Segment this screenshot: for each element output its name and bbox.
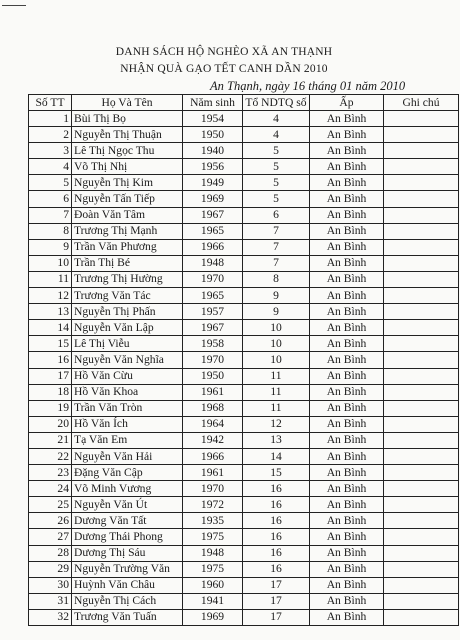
household-name-cell: Trương Văn Tác: [72, 288, 183, 304]
group-number-cell: 17: [243, 577, 310, 593]
header-ap: Ấp: [310, 95, 384, 111]
table-row: [29, 207, 459, 223]
note-cell: [384, 416, 459, 432]
hamlet-cell: An Bình: [310, 127, 384, 143]
row-number-cell: 17: [29, 368, 72, 384]
row-number-cell: 32: [29, 609, 72, 625]
household-name-cell: Trương Văn Tuấn: [72, 609, 183, 625]
note-cell: [384, 609, 459, 625]
household-name-cell: Trương Thị Mạnh: [72, 223, 183, 239]
group-number-cell: 8: [243, 271, 310, 287]
hamlet-cell: An Bình: [310, 448, 384, 464]
birth-year-cell: 1956: [183, 159, 243, 175]
birth-year-cell: 1969: [183, 191, 243, 207]
table-row: [29, 159, 459, 175]
row-number-cell: 18: [29, 384, 72, 400]
birth-year-cell: 1968: [183, 400, 243, 416]
household-name-cell: Nguyễn Thị Cách: [72, 593, 183, 609]
hamlet-cell: An Bình: [310, 288, 384, 304]
hamlet-cell: An Bình: [310, 465, 384, 481]
group-number-cell: 6: [243, 207, 310, 223]
row-number-cell: 30: [29, 577, 72, 593]
hamlet-cell: An Bình: [310, 207, 384, 223]
table-row: [29, 545, 459, 561]
note-cell: [384, 561, 459, 577]
note-cell: [384, 400, 459, 416]
note-cell: [384, 448, 459, 464]
group-number-cell: 16: [243, 529, 310, 545]
hamlet-cell: An Bình: [310, 143, 384, 159]
household-name-cell: Hồ Văn Ích: [72, 416, 183, 432]
hamlet-cell: An Bình: [310, 223, 384, 239]
hamlet-cell: An Bình: [310, 609, 384, 625]
row-number-cell: 14: [29, 320, 72, 336]
header-note: Ghi chú: [384, 95, 459, 111]
table-row: [29, 593, 459, 609]
note-cell: [384, 593, 459, 609]
hamlet-cell: An Bình: [310, 175, 384, 191]
row-number-cell: 6: [29, 191, 72, 207]
birth-year-cell: 1958: [183, 336, 243, 352]
hamlet-cell: An Bình: [310, 352, 384, 368]
birth-year-cell: 1967: [183, 320, 243, 336]
note-cell: [384, 432, 459, 448]
corner-mark: [2, 5, 26, 6]
note-cell: [384, 513, 459, 529]
table-row: [29, 384, 459, 400]
birth-year-cell: 1960: [183, 577, 243, 593]
group-number-cell: 11: [243, 368, 310, 384]
note-cell: [384, 159, 459, 175]
table-row: [29, 352, 459, 368]
household-name-cell: Nguyễn Văn Út: [72, 497, 183, 513]
note-cell: [384, 175, 459, 191]
group-number-cell: 10: [243, 336, 310, 352]
table-row: [29, 288, 459, 304]
household-name-cell: Nguyễn Văn Nghĩa: [72, 352, 183, 368]
group-number-cell: 4: [243, 127, 310, 143]
birth-year-cell: 1954: [183, 111, 243, 127]
group-number-cell: 7: [243, 223, 310, 239]
hamlet-cell: An Bình: [310, 577, 384, 593]
group-number-cell: 15: [243, 465, 310, 481]
hamlet-cell: An Bình: [310, 191, 384, 207]
row-number-cell: 27: [29, 529, 72, 545]
birth-year-cell: 1970: [183, 352, 243, 368]
group-number-cell: 17: [243, 609, 310, 625]
table-row: [29, 448, 459, 464]
birth-year-cell: 1970: [183, 271, 243, 287]
household-name-cell: Trần Văn Tròn: [72, 400, 183, 416]
group-number-cell: 17: [243, 593, 310, 609]
group-number-cell: 9: [243, 304, 310, 320]
row-number-cell: 19: [29, 400, 72, 416]
group-number-cell: 5: [243, 159, 310, 175]
group-number-cell: 12: [243, 416, 310, 432]
hamlet-cell: An Bình: [310, 561, 384, 577]
header-year: Năm sinh: [183, 95, 243, 111]
household-name-cell: Nguyễn Thị Kim: [72, 175, 183, 191]
note-cell: [384, 304, 459, 320]
hamlet-cell: An Bình: [310, 304, 384, 320]
group-number-cell: 9: [243, 288, 310, 304]
birth-year-cell: 1935: [183, 513, 243, 529]
group-number-cell: 10: [243, 352, 310, 368]
row-number-cell: 7: [29, 207, 72, 223]
dateline: An Thạnh, ngày 16 tháng 01 năm 2010: [210, 79, 406, 93]
table-row: [29, 497, 459, 513]
household-name-cell: Nguyễn Văn Lập: [72, 320, 183, 336]
header-stt: Số TT: [29, 95, 72, 111]
birth-year-cell: 1948: [183, 255, 243, 271]
header-name: Họ Và Tên: [72, 95, 183, 111]
group-number-cell: 16: [243, 481, 310, 497]
row-number-cell: 21: [29, 432, 72, 448]
document-title-line1: DANH SÁCH HỘ NGHÈO XÃ AN THẠNH: [115, 46, 333, 58]
table-row: [29, 481, 459, 497]
birth-year-cell: 1970: [183, 481, 243, 497]
birth-year-cell: 1975: [183, 529, 243, 545]
table-header-row: [29, 95, 459, 111]
group-number-cell: 16: [243, 561, 310, 577]
hamlet-cell: An Bình: [310, 159, 384, 175]
household-name-cell: Võ Minh Vương: [72, 481, 183, 497]
row-number-cell: 31: [29, 593, 72, 609]
row-number-cell: 24: [29, 481, 72, 497]
hamlet-cell: An Bình: [310, 239, 384, 255]
hamlet-cell: An Bình: [310, 320, 384, 336]
row-number-cell: 29: [29, 561, 72, 577]
group-number-cell: 4: [243, 111, 310, 127]
group-number-cell: 16: [243, 497, 310, 513]
group-number-cell: 10: [243, 320, 310, 336]
birth-year-cell: 1961: [183, 465, 243, 481]
row-number-cell: 20: [29, 416, 72, 432]
note-cell: [384, 111, 459, 127]
document-title-line2: NHẬN QUÀ GẠO TẾT CANH DẦN 2010: [120, 63, 328, 75]
group-number-cell: 16: [243, 513, 310, 529]
group-number-cell: 5: [243, 175, 310, 191]
row-number-cell: 25: [29, 497, 72, 513]
table-row: [29, 577, 459, 593]
note-cell: [384, 127, 459, 143]
note-cell: [384, 529, 459, 545]
hamlet-cell: An Bình: [310, 529, 384, 545]
row-number-cell: 22: [29, 448, 72, 464]
note-cell: [384, 465, 459, 481]
hamlet-cell: An Bình: [310, 416, 384, 432]
table-row: [29, 368, 459, 384]
group-number-cell: 7: [243, 255, 310, 271]
table-row: [29, 416, 459, 432]
row-number-cell: 23: [29, 465, 72, 481]
birth-year-cell: 1967: [183, 207, 243, 223]
table-row: [29, 223, 459, 239]
note-cell: [384, 368, 459, 384]
household-name-cell: Nguyễn Tấn Tiếp: [72, 191, 183, 207]
hamlet-cell: An Bình: [310, 255, 384, 271]
row-number-cell: 8: [29, 223, 72, 239]
household-name-cell: Bùi Thị Bọ: [72, 111, 183, 127]
household-name-cell: Nguyễn Trường Văn: [72, 561, 183, 577]
row-number-cell: 1: [29, 111, 72, 127]
birth-year-cell: 1965: [183, 288, 243, 304]
table-row: [29, 561, 459, 577]
birth-year-cell: 1965: [183, 223, 243, 239]
birth-year-cell: 1972: [183, 497, 243, 513]
household-name-cell: Nguyễn Văn Hải: [72, 448, 183, 464]
birth-year-cell: 1975: [183, 561, 243, 577]
household-name-cell: Hồ Văn Cừu: [72, 368, 183, 384]
group-number-cell: 14: [243, 448, 310, 464]
note-cell: [384, 288, 459, 304]
household-name-cell: Dương Thị Sáu: [72, 545, 183, 561]
household-name-cell: Trương Thị Hường: [72, 271, 183, 287]
household-name-cell: Võ Thị Nhị: [72, 159, 183, 175]
table-row: [29, 191, 459, 207]
note-cell: [384, 384, 459, 400]
note-cell: [384, 497, 459, 513]
birth-year-cell: 1941: [183, 593, 243, 609]
table-row: [29, 271, 459, 287]
row-number-cell: 2: [29, 127, 72, 143]
table-body: [29, 111, 459, 626]
birth-year-cell: 1969: [183, 609, 243, 625]
household-name-cell: Đặng Văn Cập: [72, 465, 183, 481]
note-cell: [384, 481, 459, 497]
hamlet-cell: An Bình: [310, 111, 384, 127]
hamlet-cell: An Bình: [310, 593, 384, 609]
birth-year-cell: 1942: [183, 432, 243, 448]
group-number-cell: 7: [243, 239, 310, 255]
household-name-cell: Huỳnh Văn Châu: [72, 577, 183, 593]
household-name-cell: Lê Thị Ngọc Thu: [72, 143, 183, 159]
table-row: [29, 609, 459, 625]
household-name-cell: Dương Thái Phong: [72, 529, 183, 545]
row-number-cell: 16: [29, 352, 72, 368]
household-name-cell: Nguyễn Thị Thuận: [72, 127, 183, 143]
group-number-cell: 16: [243, 545, 310, 561]
note-cell: [384, 352, 459, 368]
table-row: [29, 127, 459, 143]
hamlet-cell: An Bình: [310, 545, 384, 561]
row-number-cell: 4: [29, 159, 72, 175]
row-number-cell: 5: [29, 175, 72, 191]
note-cell: [384, 336, 459, 352]
birth-year-cell: 1950: [183, 368, 243, 384]
household-name-cell: Đoàn Văn Tâm: [72, 207, 183, 223]
table-row: [29, 143, 459, 159]
note-cell: [384, 271, 459, 287]
birth-year-cell: 1961: [183, 384, 243, 400]
row-number-cell: 9: [29, 239, 72, 255]
group-number-cell: 13: [243, 432, 310, 448]
row-number-cell: 10: [29, 255, 72, 271]
table-row: [29, 465, 459, 481]
birth-year-cell: 1940: [183, 143, 243, 159]
table-row: [29, 111, 459, 127]
table-row: [29, 400, 459, 416]
table-row: [29, 432, 459, 448]
household-name-cell: Nguyễn Thị Phấn: [72, 304, 183, 320]
table-row: [29, 529, 459, 545]
row-number-cell: 13: [29, 304, 72, 320]
birth-year-cell: 1949: [183, 175, 243, 191]
note-cell: [384, 191, 459, 207]
hamlet-cell: An Bình: [310, 368, 384, 384]
row-number-cell: 28: [29, 545, 72, 561]
note-cell: [384, 545, 459, 561]
hamlet-cell: An Bình: [310, 497, 384, 513]
birth-year-cell: 1957: [183, 304, 243, 320]
household-name-cell: Dương Văn Tất: [72, 513, 183, 529]
note-cell: [384, 320, 459, 336]
header-ndtq: Tổ NDTQ số: [243, 95, 310, 111]
recipient-table: [28, 94, 459, 626]
table-row: [29, 304, 459, 320]
table-row: [29, 513, 459, 529]
hamlet-cell: An Bình: [310, 513, 384, 529]
note-cell: [384, 255, 459, 271]
row-number-cell: 15: [29, 336, 72, 352]
birth-year-cell: 1950: [183, 127, 243, 143]
group-number-cell: 11: [243, 384, 310, 400]
birth-year-cell: 1966: [183, 448, 243, 464]
group-number-cell: 5: [243, 191, 310, 207]
row-number-cell: 3: [29, 143, 72, 159]
birth-year-cell: 1948: [183, 545, 243, 561]
household-name-cell: Lê Thị Viễu: [72, 336, 183, 352]
table-row: [29, 336, 459, 352]
hamlet-cell: An Bình: [310, 336, 384, 352]
birth-year-cell: 1964: [183, 416, 243, 432]
group-number-cell: 5: [243, 143, 310, 159]
row-number-cell: 12: [29, 288, 72, 304]
birth-year-cell: 1966: [183, 239, 243, 255]
hamlet-cell: An Bình: [310, 384, 384, 400]
hamlet-cell: An Bình: [310, 432, 384, 448]
table-row: [29, 255, 459, 271]
household-name-cell: Tạ Văn Em: [72, 432, 183, 448]
hamlet-cell: An Bình: [310, 481, 384, 497]
note-cell: [384, 143, 459, 159]
group-number-cell: 11: [243, 400, 310, 416]
table-row: [29, 320, 459, 336]
note-cell: [384, 239, 459, 255]
note-cell: [384, 577, 459, 593]
household-name-cell: Trần Thị Bé: [72, 255, 183, 271]
note-cell: [384, 207, 459, 223]
table-row: [29, 239, 459, 255]
table-row: [29, 175, 459, 191]
row-number-cell: 11: [29, 271, 72, 287]
household-name-cell: Hồ Văn Khoa: [72, 384, 183, 400]
note-cell: [384, 223, 459, 239]
hamlet-cell: An Bình: [310, 400, 384, 416]
household-name-cell: Trần Văn Phương: [72, 239, 183, 255]
row-number-cell: 26: [29, 513, 72, 529]
hamlet-cell: An Bình: [310, 271, 384, 287]
